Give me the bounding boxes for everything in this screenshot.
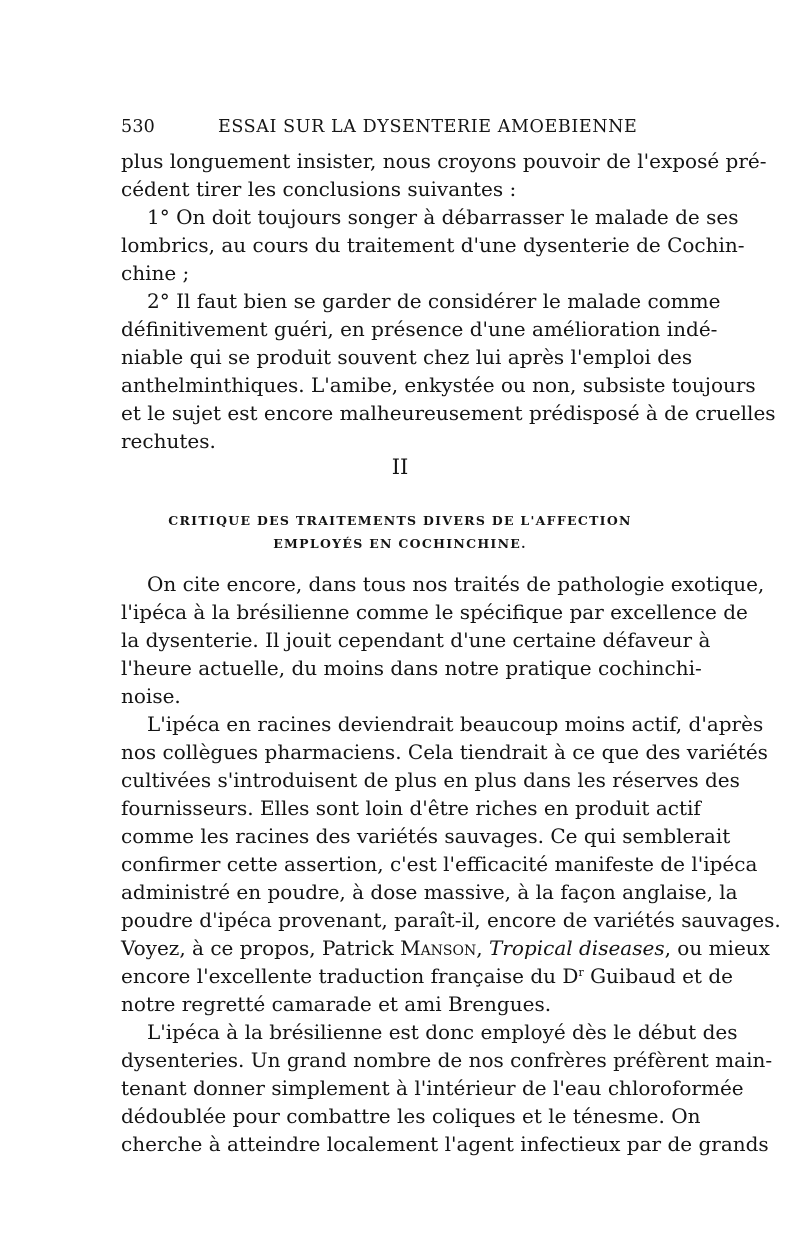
text-span: Voyez, à ce propos, Patrick bbox=[121, 936, 401, 960]
section-title-line-1: CRITIQUE DES TRAITEMENTS DIVERS DE L'AFFECTION bbox=[168, 513, 632, 528]
paragraph-2-line: comme les racines des variétés sauvages. Ce qui semblerait bbox=[121, 824, 731, 848]
text-span: Guibaud et de bbox=[583, 964, 733, 988]
book-title: Tropical diseases bbox=[488, 936, 665, 960]
paragraph-3-line: dysenteries. Un grand nombre de nos confrères préfèrent main- bbox=[121, 1048, 773, 1072]
numbered-conclusion-2: 2° Il faut bien se garder de considérer le malade comme bbox=[147, 289, 721, 313]
text-line: niable qui se produit souvent chez lui après l'emploi des bbox=[121, 345, 693, 369]
superscript: r bbox=[578, 966, 584, 979]
paragraph-1-line: l'ipéca à la brésilienne comme le spécifique par excellence de bbox=[121, 600, 748, 624]
paragraph-3-line: cherche à atteindre localement l'agent infectieux par de grands bbox=[121, 1132, 769, 1156]
paragraph-2-line: fournisseurs. Elles sont loin d'être riches en produit actif bbox=[121, 796, 701, 820]
paragraph-2-line: cultivées s'introduisent de plus en plus dans les réserves des bbox=[121, 768, 740, 792]
text-line: et le sujet est encore malheureusement prédisposé à de cruelles bbox=[121, 401, 776, 425]
paragraph-2-line bbox=[121, 962, 733, 990]
paragraph-2-line: nos collègues pharmaciens. Cela tiendrait à ce que des variétés bbox=[121, 740, 768, 764]
text-line: chine ; bbox=[121, 261, 190, 285]
text-line: cédent tirer les conclusions suivantes : bbox=[121, 177, 517, 201]
numbered-conclusion-1: 1° On doit toujours songer à débarrasser le malade de ses bbox=[147, 205, 739, 229]
text-line: anthelminthiques. L'amibe, enkystée ou non, subsiste toujours bbox=[121, 373, 756, 397]
text-line: lombrics, au cours du traitement d'une dysenterie de Cochin- bbox=[121, 233, 745, 257]
paragraph-3-line: tenant donner simplement à l'intérieur de l'eau chloroformée bbox=[121, 1076, 744, 1100]
paragraph-1-line: la dysenterie. Il jouit cependant d'une certaine défaveur à bbox=[121, 628, 711, 652]
paragraph-2-line: confirmer cette assertion, c'est l'efficacité manifeste de l'ipéca bbox=[121, 852, 758, 876]
text-line: plus longuement insister, nous croyons pouvoir de l'exposé pré- bbox=[121, 149, 767, 173]
paragraph-2-line bbox=[121, 934, 770, 962]
author-name: Manson bbox=[400, 936, 477, 960]
section-number: II bbox=[391, 455, 409, 479]
running-title: ESSAI SUR LA DYSENTERIE AMOEBIENNE bbox=[218, 117, 638, 137]
running-head bbox=[121, 112, 679, 142]
paragraph-1-line: l'heure actuelle, du moins dans notre pratique cochinchi- bbox=[121, 656, 702, 680]
text-line: rechutes. bbox=[121, 429, 216, 453]
section-title-line-2: EMPLOYÉS EN COCHINCHINE. bbox=[273, 536, 527, 551]
paragraph-2-line: poudre d'ipéca provenant, paraît-il, encore de variétés sauvages. bbox=[121, 908, 781, 932]
paragraph-2-line: L'ipéca en racines deviendrait beaucoup moins actif, d'après bbox=[147, 712, 764, 736]
page-number: 530 bbox=[121, 117, 156, 137]
paragraph-3-line: L'ipéca à la brésilienne est donc employé dès le début des bbox=[147, 1020, 738, 1044]
text-span: , bbox=[476, 936, 489, 960]
text-span: , ou mieux bbox=[664, 936, 770, 960]
paragraph-3-line: dédoublée pour combattre les coliques et le ténesme. On bbox=[121, 1104, 701, 1128]
text-line: définitivement guéri, en présence d'une amélioration indé- bbox=[121, 317, 718, 341]
text-span: encore l'excellente traduction française du D bbox=[121, 964, 579, 988]
paragraph-2-line: administré en poudre, à dose massive, à la façon anglaise, la bbox=[121, 880, 738, 904]
paragraph-1-line: On cite encore, dans tous nos traités de pathologie exotique, bbox=[147, 572, 765, 596]
paragraph-2-line: notre regretté camarade et ami Brengues. bbox=[121, 992, 552, 1016]
paragraph-1-line: noise. bbox=[121, 684, 181, 708]
